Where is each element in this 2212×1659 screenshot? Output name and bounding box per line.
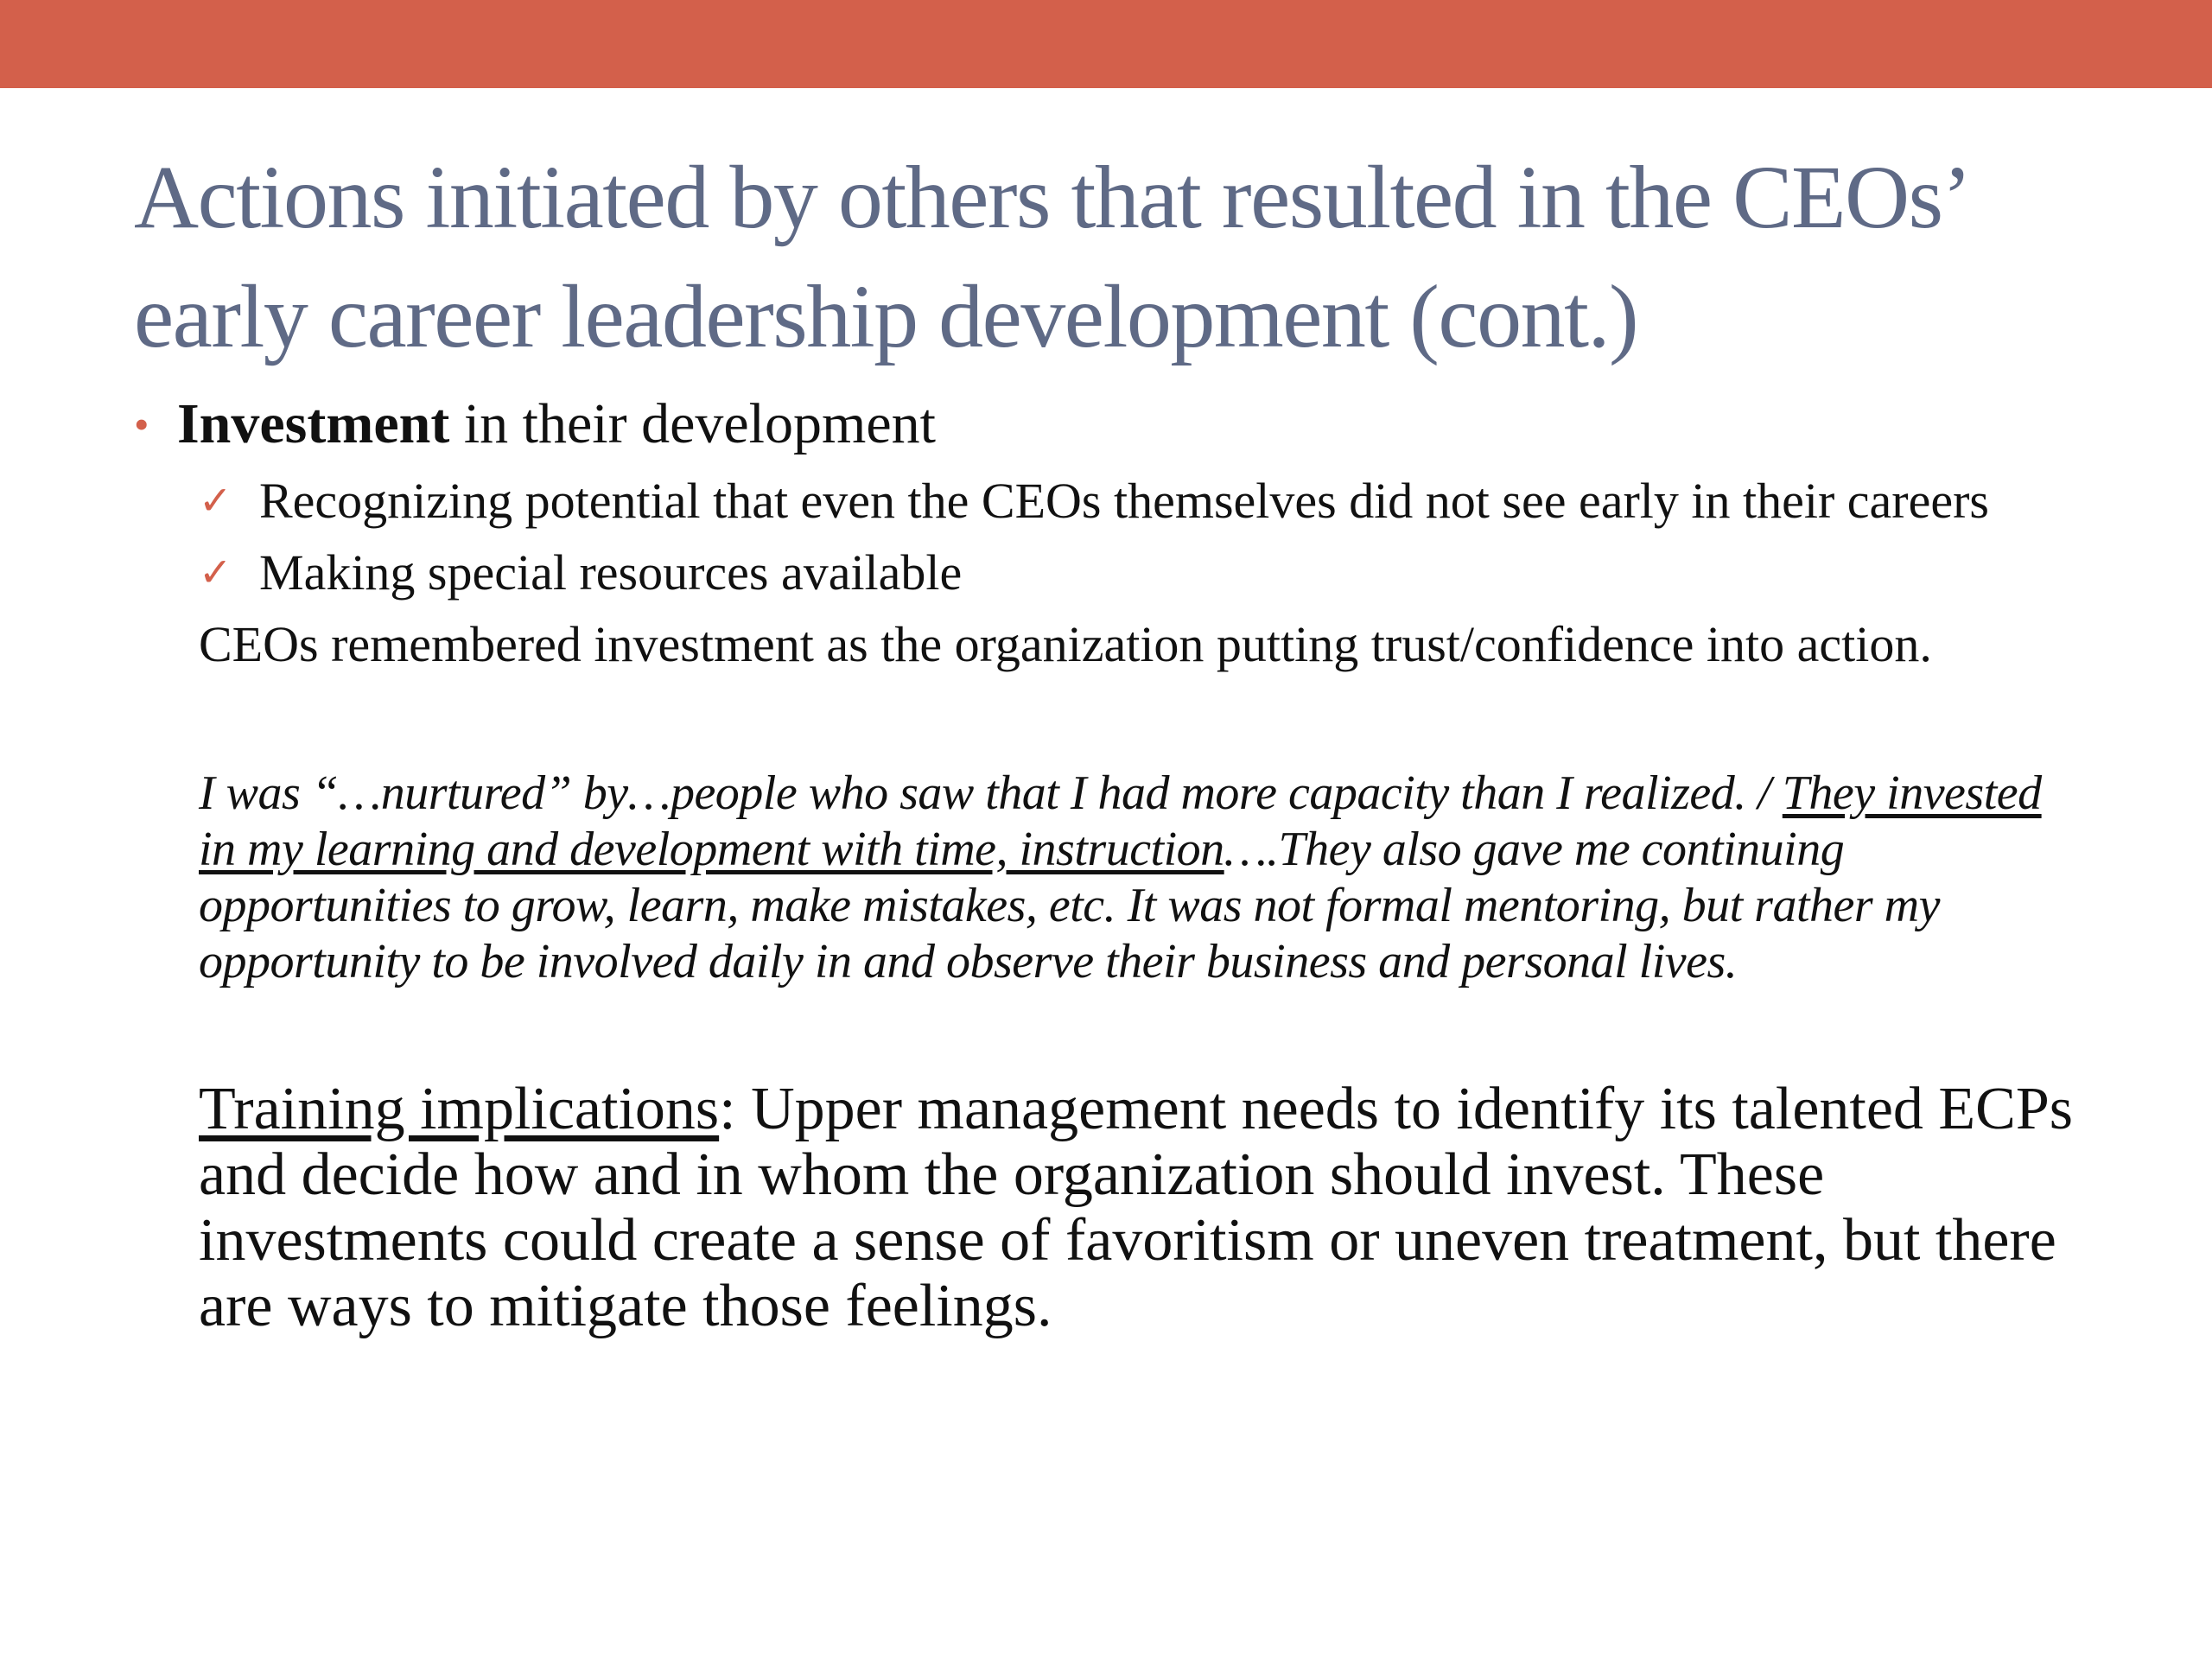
- checkmark-icon: ✓: [199, 550, 232, 594]
- bullet-text: in their development: [449, 392, 936, 455]
- sub-item-recognizing-potential: [134, 473, 2087, 529]
- investment-paragraph: CEOs remembered investment as the organization putting trust/confidence into action.: [199, 616, 1932, 672]
- header-accent-bar: [0, 0, 2212, 88]
- title-line-1: Actions initiated by others that resulted in the CEOs’: [134, 148, 1971, 247]
- quote-part-1: I was “…nurtured” by…people who saw that I had more capacity than I realized. /: [199, 766, 1783, 820]
- quote-underlined: They invested in my learning and development with time, instruction: [199, 766, 2042, 876]
- sub-item-text: Recognizing potential that even the CEOs themselves did not see early in their careers: [259, 473, 1989, 529]
- implications-label: Training implications: [199, 1076, 720, 1142]
- training-implications: [134, 1077, 2087, 1339]
- checkmark-icon: ✓: [199, 479, 232, 523]
- ceo-quote: [134, 766, 2087, 990]
- sub-item-special-resources: [134, 544, 2087, 601]
- bullet-bold-text: Investment: [177, 392, 450, 455]
- implications-text: : Upper management needs to identify its talented ECPs and decide how and in whom the organization should invest. These investments could create a sense of favoritism or uneven treatment, but there are ways to mitigate those feelings.: [199, 1076, 2074, 1339]
- bullet-investment: [134, 385, 2087, 464]
- quote-part-2: ….They also gave me continuing opportunities to grow, learn, make mistakes, etc. It was not formal mentoring, but rather my opportunity to be involved daily in and observe their business and personal lives.: [199, 823, 1940, 988]
- slide-title: [134, 138, 2121, 377]
- slide-body: [134, 385, 2087, 1339]
- sub-item-text: Making special resources available: [259, 544, 963, 601]
- bullet-dot-icon: •: [134, 400, 149, 448]
- title-line-2: early career leadership development (cont.): [134, 267, 1638, 366]
